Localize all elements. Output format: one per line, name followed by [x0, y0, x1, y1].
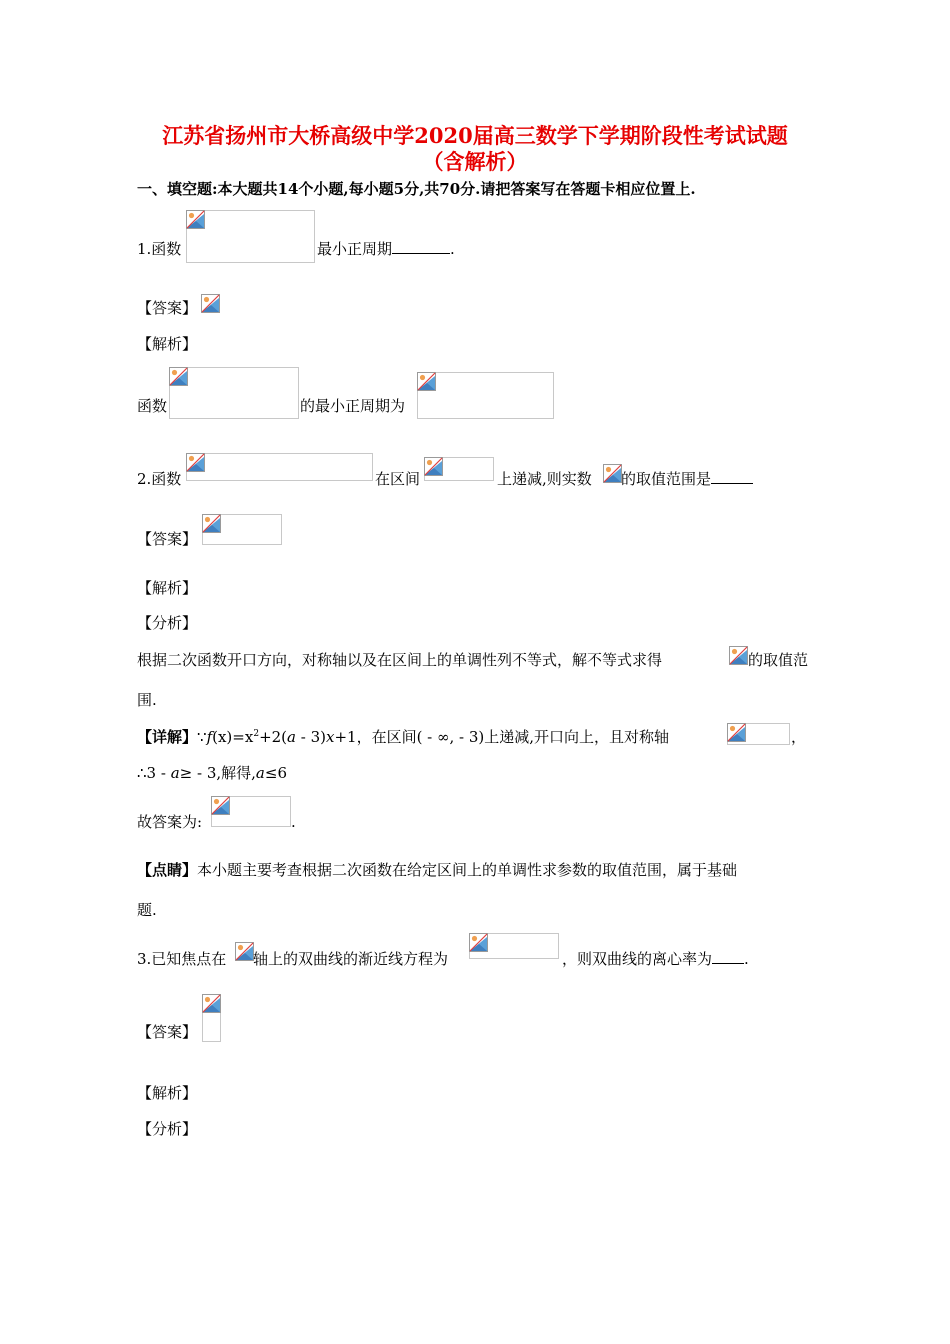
broken-image-icon — [169, 367, 188, 386]
q2-fenxi-text: 根据二次函数开口方向，对称轴以及在区间上的单调性列不等式，解不等式求得 — [137, 651, 663, 669]
q2-text-3: 的取值范围是 — [621, 470, 753, 488]
answer-label: 【答案】 — [137, 299, 198, 317]
answer-label: 【答案】 — [137, 1023, 198, 1041]
broken-image-icon — [202, 514, 221, 533]
formula-image — [186, 453, 373, 481]
analysis-label: 【解析】 — [137, 579, 198, 597]
formula-image — [424, 457, 494, 481]
broken-image-icon — [211, 796, 230, 815]
formula-image — [211, 796, 291, 827]
formula-image — [417, 372, 554, 419]
q3-text-1: 轴上的双曲线的渐近线方程为 — [253, 950, 449, 968]
document-title: 江苏省扬州市大桥高级中学2020届高三数学下学期阶段性考试试题 — [162, 123, 788, 148]
q2-detail: 【详解】$\because f(x)=x^2+2(a - 3)x+1$，在区间( - ∞, - 3)上递减,开口向上，且对称轴 — [137, 728, 670, 746]
broken-image-icon — [186, 210, 205, 229]
q1-prefix: 1.函数 — [137, 240, 182, 258]
formula-image — [469, 933, 559, 959]
q2-conclusion-end: . — [291, 813, 296, 831]
q2-prefix: 2.函数 — [137, 470, 182, 488]
formula-image — [604, 465, 621, 482]
broken-image-icon — [417, 372, 436, 391]
q2-dianjing: 【点睛】本小题主要考查根据二次函数在给定区间上的单调性求参数的取值范围，属于基础 — [137, 861, 738, 879]
q2-fenxi-text-3: 围. — [137, 691, 157, 709]
q1-text: 最小正周期 . — [317, 240, 455, 258]
q2-therefore: ∴3 - a≥ - 3,解得,a≤6 — [137, 764, 287, 782]
section-header: 一、填空题:本大题共14个小题,每小题5分,共70分.请把答案写在答题卡相应位置上. — [137, 180, 696, 198]
formula-image — [730, 647, 747, 664]
q2-detail-comma: ， — [791, 728, 807, 746]
fenxi-label: 【分析】 — [137, 1120, 198, 1138]
q1-analysis-prefix: 函数 — [137, 397, 168, 415]
q2-text-1: 在区间 — [375, 470, 421, 488]
q2-dianjing-2: 题. — [137, 901, 157, 919]
analysis-label: 【解析】 — [137, 335, 198, 353]
formula-image — [202, 994, 221, 1042]
answer-label: 【答案】 — [137, 530, 198, 548]
document-subtitle: （含解析） — [422, 149, 528, 174]
formula-image — [186, 210, 315, 263]
broken-image-icon — [469, 933, 488, 952]
fenxi-label: 【分析】 — [137, 614, 198, 632]
q2-conclusion: 故答案为: — [137, 813, 203, 831]
q2-fenxi-text-2: 的取值范 — [748, 651, 809, 669]
formula-image — [727, 723, 790, 745]
q3-text-2: ，则双曲线的离心率为 . — [562, 950, 749, 968]
formula-image — [202, 514, 282, 545]
formula-image — [169, 367, 299, 419]
broken-image-icon — [603, 464, 622, 483]
formula-image — [202, 295, 222, 315]
q1-analysis-text: 的最小正周期为 — [300, 397, 406, 415]
broken-image-icon — [424, 457, 443, 476]
formula-image — [236, 943, 253, 960]
broken-image-icon — [727, 723, 746, 742]
broken-image-icon — [202, 994, 221, 1013]
q3-prefix: 3.已知焦点在 — [137, 950, 227, 968]
broken-image-icon — [729, 646, 748, 665]
q2-text-2: 上递减,则实数 — [497, 470, 592, 488]
analysis-label: 【解析】 — [137, 1084, 198, 1102]
broken-image-icon — [201, 294, 220, 313]
broken-image-icon — [186, 453, 205, 472]
broken-image-icon — [235, 942, 254, 961]
